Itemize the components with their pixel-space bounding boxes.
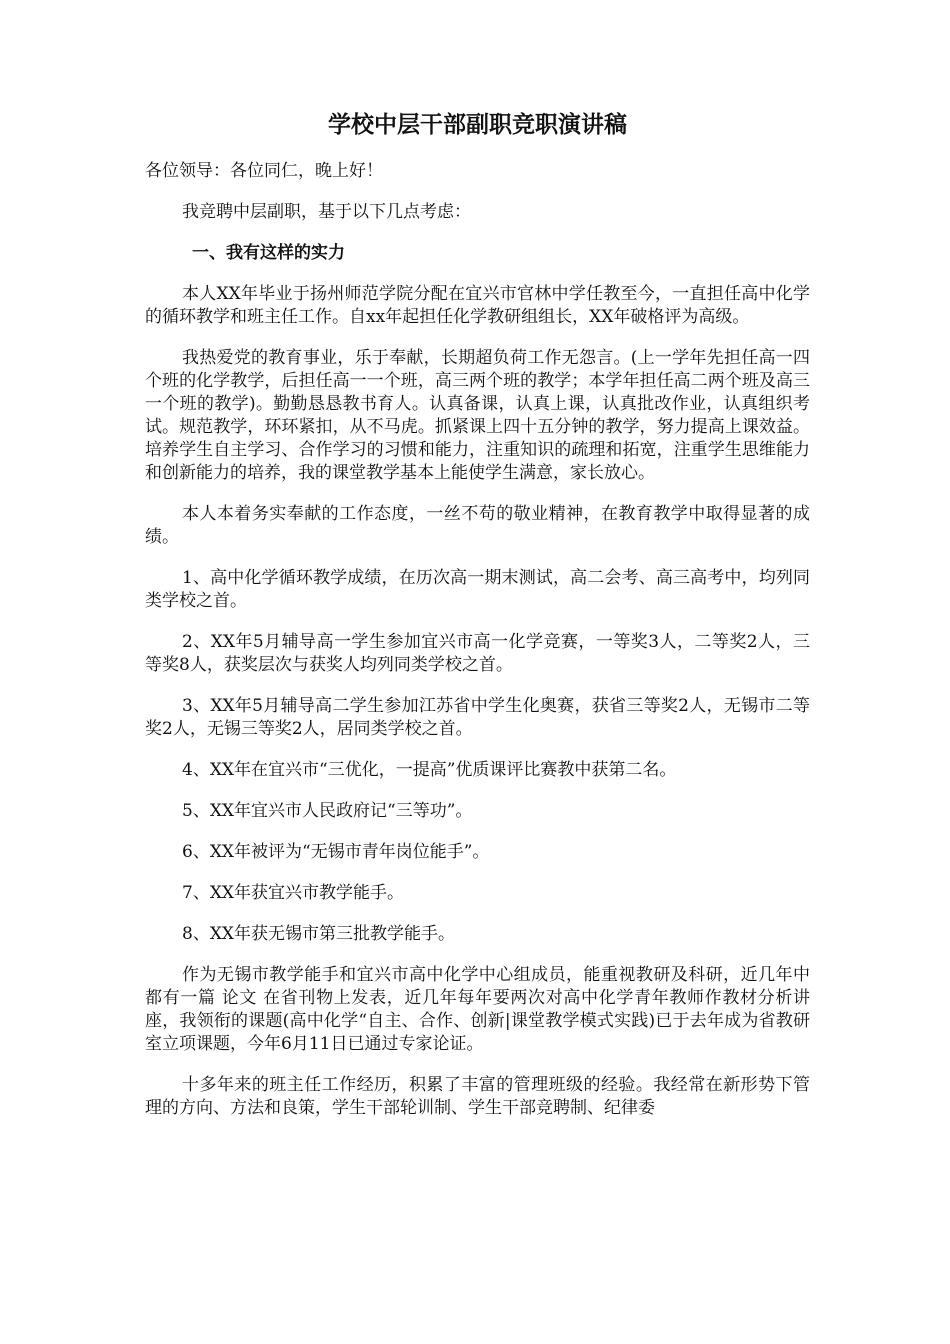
list-item-5: 5、XX年宜兴市人民政府记“三等功”。 (182, 801, 473, 821)
list-item-4: 4、XX年在宜兴市“三优化，一提高”优质课评比赛教中获第二名。 (182, 760, 677, 780)
list-item-1: 1、高中化学循环教学成绩，在历次高一期末测试，高二会考、高三高考中，均列同类学校之首。 (145, 568, 810, 611)
paragraph-1: 本人XX年毕业于扬州师范学院分配在宜兴市官林中学任教至今，一直担任高中化学的循环教学和班主任工作。自xx年起担任化学教研组组长，XX年破格评为高级。 (145, 284, 810, 327)
list-item-2: 2、XX年5月辅导高一学生参加宜兴市高一化学竞赛，一等奖3人，二等奖2人，三等奖8人，获奖层次与获奖人均列同类学校之首。 (145, 632, 810, 675)
document-page (145, 110, 810, 1138)
document-title: 学校中层干部副职竞职演讲稿 (328, 111, 627, 138)
paragraph-2: 我热爱党的教育事业，乐于奉献，长期超负荷工作无怨言。(上一学年先担任高一四个班的化学教学，后担任高一一个班，高三两个班的教学；本学年担任高二两个班及高三一个班的教学)。勤勤恳恳教书育人。认真备课，认真上课，认真批改作业，认真组织考试。规范教学，环环紧扣，从不马虎。抓紧课上四十五分钟的教学，努力提高上课效益。培养学生自主学习、合作学习的习惯和能力，注重知识的疏理和拓宽，注重学生思维能力和创新能力的培养，我的课堂教学基本上能使学生满意，家长放心。 (145, 348, 810, 483)
list-item-3: 3、XX年5月辅导高二学生参加江苏省中学生化奥赛，获省三等奖2人，无锡市二等奖2人，无锡三等奖2人，居同类学校之首。 (145, 696, 810, 739)
list-item-6: 6、XX年被评为“无锡市青年岗位能手”。 (182, 842, 490, 862)
paragraph-research: 作为无锡市教学能手和宜兴市高中化学中心组成员，能重视教研及科研，近几年中都有一篇 论文 在省刊物上发表，近几年每年要两次对高中化学青年教师作教材分析讲座，我领衔的课题(高中化学“自主、合作、创新|课堂教学模式实践)已于去年成为省教研室立项课题，今年6月11日已通过专家论证。 (145, 965, 810, 1054)
intro-paragraph: 我竞聘中层副职，基于以下几点考虑： (182, 202, 471, 222)
list-item-7: 7、XX年获宜兴市教学能手。 (182, 883, 405, 903)
section-heading: 一、我有这样的实力 (192, 243, 345, 263)
paragraph-3: 本人本着务实奉献的工作态度，一丝不苟的敬业精神，在教育教学中取得显著的成绩。 (145, 504, 810, 547)
salutation: 各位领导：各位同仁，晚上好！ (145, 161, 383, 181)
paragraph-class-management: 十多年来的班主任工作经历，积累了丰富的管理班级的经验。我经常在新形势下管理的方向、方法和良策，学生干部轮训制、学生干部竞聘制、纪律委 (145, 1075, 810, 1118)
list-item-8: 8、XX年获无锡市第三批教学能手。 (182, 924, 456, 944)
